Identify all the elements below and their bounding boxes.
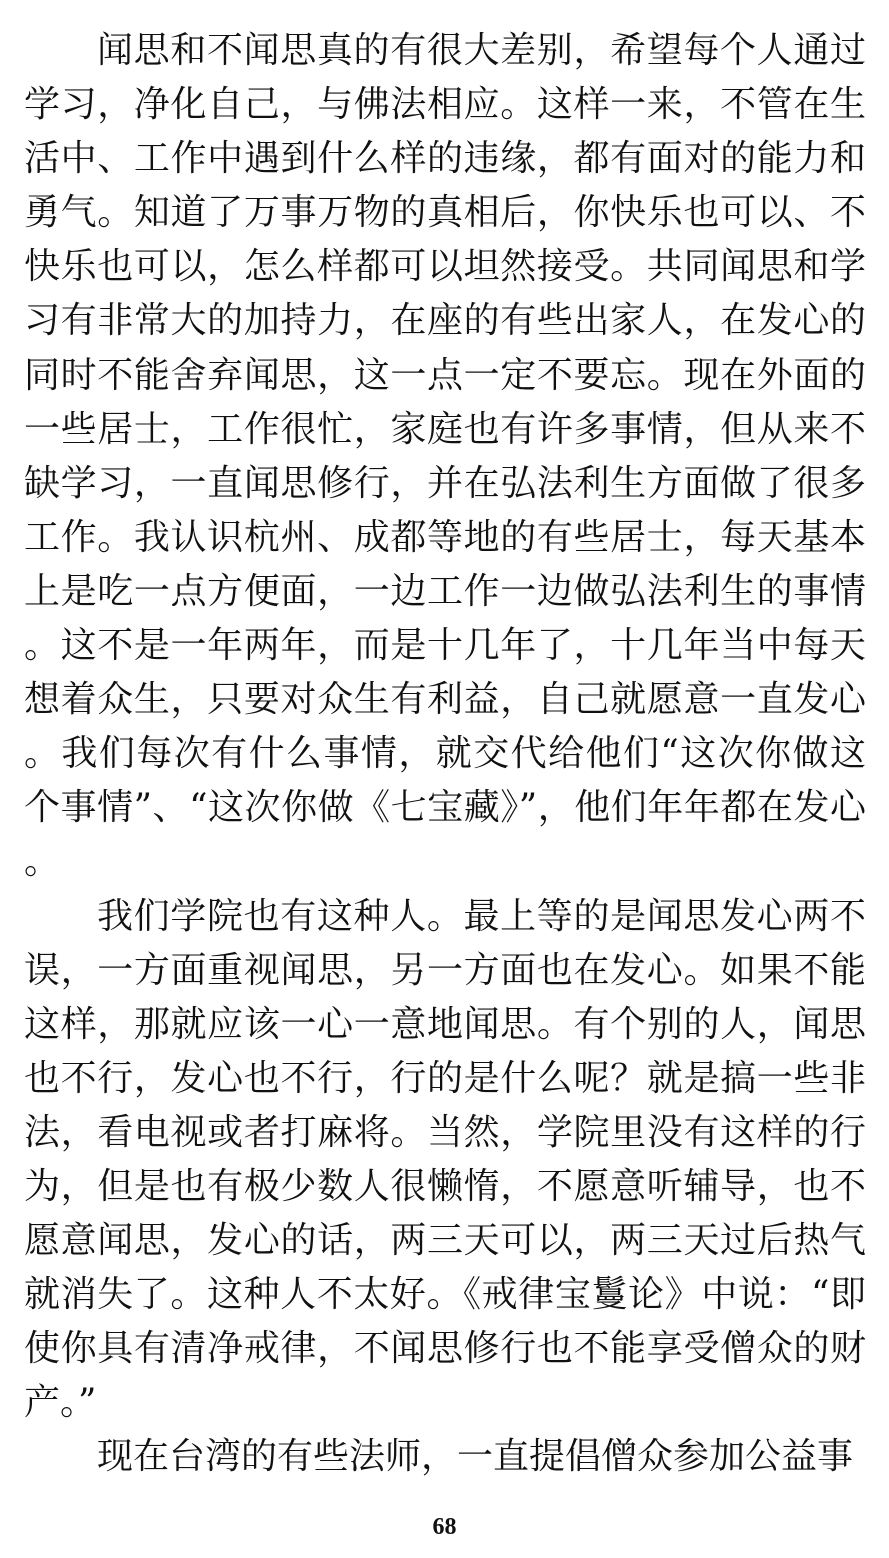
- paragraph-2: 我们学院也有这种人。最上等的是闻思发心两不误，一方面重视闻思，另一方面也在发心。如果不能这样，那就应该一心一意地闻思。有个别的人，闻思也不行，发心也不行，行的是什么呢？就是搞一些非法，看电视或者打麻将。当然，学院里没有这样的行为，但是也有极少数人很懒惰，不愿意听辅导，也不愿意闻思，发心的话，两三天可以，两三天过后热气就消失了。这种人不太好。《戒律宝鬘论》中说：“即使你具有清净戒律，不闻思修行也不能享受僧众的财产。”: [24, 895, 866, 1424]
- page-number: 68: [432, 1514, 457, 1540]
- paragraph-3: 现在台湾的有些法师，一直提倡僧众参加公益事: [97, 1436, 854, 1478]
- paragraph-1: 闻思和不闻思真的有很大差别，希望每个人通过学习，净化自己，与佛法相应。这样一来，不管在生活中、工作中遇到什么样的违缘，都有面对的能力和勇气。知道了万事万物的真相后，你快乐也可以、不快乐也可以，怎么样都可以坦然接受。共同闻思和学习有非常大的加持力，在座的有些出家人，在发心的同时不能舍弃闻思，这一点一定不要忘。现在外面的一些居士，工作很忙，家庭也有许多事情，但从来不缺学习，一直闻思修行，并在弘法利生方面做了很多工作。我认识杭州、成都等地的有些居士，每天基本上是吃一点方便面，一边工作一边做弘法利生的事情。这不是一年两年，而是十几年了，十几年当中每天想着众生，只要对众生有利益，自己就愿意一直发心。我们每次有什么事情，就交代给他们“这次你做这个事情”、“这次你做《七宝藏》”，他们年年都在发心。: [24, 30, 866, 883]
- body-text: [24, 24, 866, 1485]
